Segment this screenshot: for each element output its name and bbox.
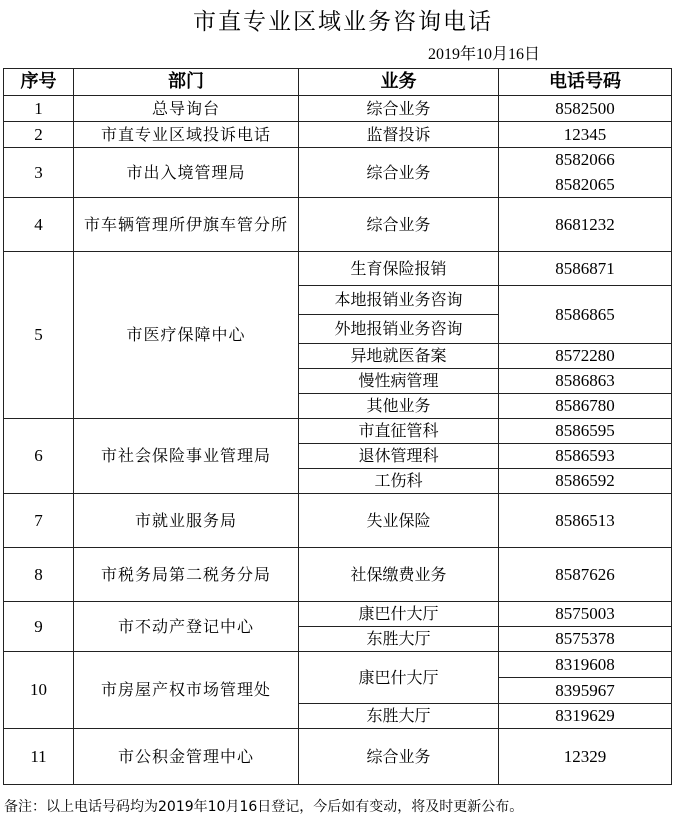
row-phone: 8582066 [499, 148, 672, 173]
row-no: 3 [4, 148, 74, 198]
row-dept: 市房屋产权市场管理处 [74, 652, 299, 729]
row-phone: 8586593 [499, 444, 672, 469]
row-phone: 8586863 [499, 369, 672, 394]
row-dept: 市车辆管理所伊旗车管分所 [74, 198, 299, 252]
row-no: 6 [4, 419, 74, 494]
row-dept: 市税务局第二税务分局 [74, 548, 299, 602]
row-phone: 12329 [499, 729, 672, 785]
header-dept: 部门 [74, 69, 299, 96]
table-row [4, 198, 672, 252]
row-no: 9 [4, 602, 74, 652]
row-phone: 8586513 [499, 494, 672, 548]
row-business: 其他业务 [299, 394, 499, 419]
row-business: 异地就医备案 [299, 344, 499, 369]
header-row [4, 69, 672, 96]
row-business: 失业保险 [299, 494, 499, 548]
row-no: 11 [4, 729, 74, 785]
row-dept: 市直专业区域投诉电话 [74, 122, 299, 148]
row-business: 康巴什大厅 [299, 652, 499, 704]
row-no: 7 [4, 494, 74, 548]
table-row [4, 252, 672, 286]
table-row [4, 494, 672, 548]
table-row [4, 548, 672, 602]
row-phone: 8319629 [499, 704, 672, 729]
table-row [4, 148, 672, 173]
row-business: 东胜大厅 [299, 704, 499, 729]
row-dept: 市公积金管理中心 [74, 729, 299, 785]
row-business: 工伤科 [299, 469, 499, 494]
row-dept: 总导询台 [74, 96, 299, 122]
row-phone: 8586865 [499, 286, 672, 344]
date-label: 2019年10月16日 [427, 46, 540, 63]
table-row [4, 729, 672, 785]
row-no: 10 [4, 652, 74, 729]
row-phone: 8582500 [499, 96, 672, 122]
row-business: 市直征管科 [299, 419, 499, 444]
row-dept: 市社会保险事业管理局 [74, 419, 299, 494]
row-business: 生育保险报销 [299, 252, 499, 286]
header-business: 业务 [299, 69, 499, 96]
table-row [4, 652, 672, 678]
row-no: 5 [4, 252, 74, 419]
row-business: 综合业务 [299, 148, 499, 198]
row-phone: 8582065 [499, 173, 672, 198]
row-no: 2 [4, 122, 74, 148]
page-title: 市直专业区域业务咨询电话 [193, 9, 493, 35]
row-no: 1 [4, 96, 74, 122]
row-phone: 8586595 [499, 419, 672, 444]
row-business: 综合业务 [299, 198, 499, 252]
row-dept: 市不动产登记中心 [74, 602, 299, 652]
row-business: 慢性病管理 [299, 369, 499, 394]
row-phone: 8319608 [499, 652, 672, 678]
row-business: 外地报销业务咨询 [299, 315, 499, 344]
table-row [4, 122, 672, 148]
table-row [4, 419, 672, 444]
row-dept: 市就业服务局 [74, 494, 299, 548]
row-business: 本地报销业务咨询 [299, 286, 499, 315]
row-business: 退休管理科 [299, 444, 499, 469]
row-phone: 8681232 [499, 198, 672, 252]
row-business: 东胜大厅 [299, 627, 499, 652]
row-phone: 8586592 [499, 469, 672, 494]
header-phone: 电话号码 [499, 69, 672, 96]
row-phone: 8587626 [499, 548, 672, 602]
footnote: 备注：以上电话号码均为2019年10月16日登记，今后如有变动，将及时更新公布。 [4, 799, 524, 815]
row-business: 社保缴费业务 [299, 548, 499, 602]
row-business: 综合业务 [299, 729, 499, 785]
header-no: 序号 [4, 69, 74, 96]
row-phone: 12345 [499, 122, 672, 148]
directory-table [3, 68, 672, 785]
row-business: 综合业务 [299, 96, 499, 122]
row-phone: 8395967 [499, 678, 672, 704]
row-dept: 市出入境管理局 [74, 148, 299, 198]
row-phone: 8575003 [499, 602, 672, 627]
row-phone: 8572280 [499, 344, 672, 369]
row-phone: 8586871 [499, 252, 672, 286]
table-row [4, 602, 672, 627]
table-row [4, 96, 672, 122]
row-no: 4 [4, 198, 74, 252]
row-phone: 8575378 [499, 627, 672, 652]
row-dept: 市医疗保障中心 [74, 252, 299, 419]
row-business: 监督投诉 [299, 122, 499, 148]
row-no: 8 [4, 548, 74, 602]
row-business: 康巴什大厅 [299, 602, 499, 627]
row-phone: 8586780 [499, 394, 672, 419]
